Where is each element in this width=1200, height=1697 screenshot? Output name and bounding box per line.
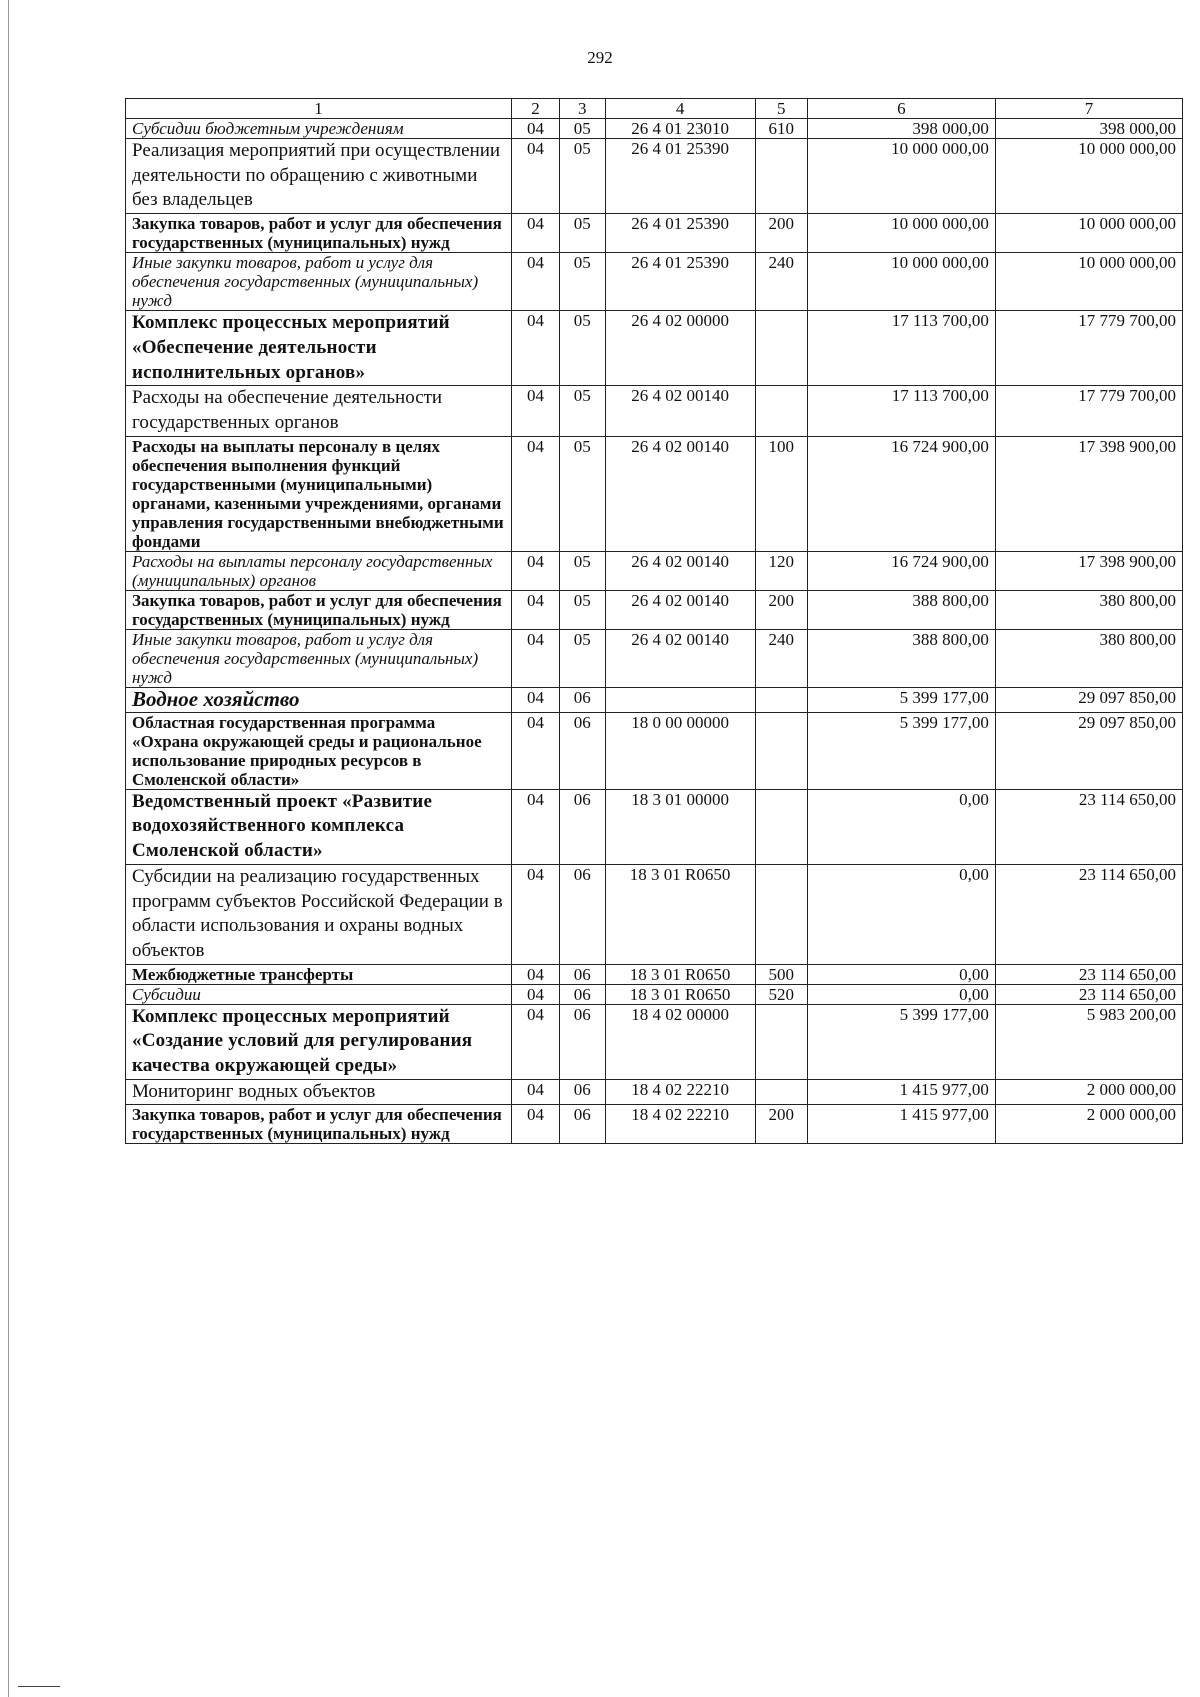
row-subsection-code: 05	[559, 386, 605, 436]
row-expense-type: 520	[755, 984, 807, 1004]
row-amount-year-1: 10 000 000,00	[807, 253, 995, 311]
row-amount-year-2: 380 800,00	[995, 590, 1182, 629]
row-name: Мониторинг водных объектов	[126, 1079, 512, 1105]
row-target-article: 18 4 02 22210	[605, 1079, 755, 1105]
table-body	[126, 99, 1183, 1144]
row-subsection-code: 05	[559, 590, 605, 629]
header-col-7: 7	[995, 99, 1182, 119]
header-col-1: 1	[126, 99, 512, 119]
table-row	[126, 119, 1183, 139]
row-subsection-code: 05	[559, 119, 605, 139]
row-subsection-code: 06	[559, 984, 605, 1004]
row-target-article: 26 4 02 00000	[605, 311, 755, 386]
row-expense-type	[755, 1004, 807, 1079]
row-amount-year-2: 380 800,00	[995, 630, 1182, 688]
row-amount-year-2: 29 097 850,00	[995, 712, 1182, 789]
budget-table	[125, 98, 1183, 1144]
row-section-code: 04	[512, 864, 560, 964]
table-row	[126, 630, 1183, 688]
row-expense-type: 240	[755, 253, 807, 311]
row-expense-type	[755, 864, 807, 964]
row-section-code: 04	[512, 1105, 560, 1144]
table-row	[126, 214, 1183, 253]
row-amount-year-2: 10 000 000,00	[995, 253, 1182, 311]
row-amount-year-1: 17 113 700,00	[807, 386, 995, 436]
table-row	[126, 964, 1183, 984]
row-name: Комплекс процессных мероприятий «Создание условий для регулирования качества окружающей среды»	[126, 1004, 512, 1079]
header-col-2: 2	[512, 99, 560, 119]
row-name: Ведомственный проект «Развитие водохозяйственного комплекса Смоленской области»	[126, 789, 512, 864]
row-expense-type	[755, 789, 807, 864]
row-subsection-code: 06	[559, 688, 605, 713]
scan-edge-line	[8, 0, 9, 1697]
row-expense-type	[755, 688, 807, 713]
row-target-article: 18 3 01 00000	[605, 789, 755, 864]
row-section-code: 04	[512, 436, 560, 551]
row-expense-type: 200	[755, 590, 807, 629]
row-section-code: 04	[512, 551, 560, 590]
row-subsection-code: 05	[559, 311, 605, 386]
row-amount-year-2: 17 398 900,00	[995, 551, 1182, 590]
row-amount-year-1: 0,00	[807, 984, 995, 1004]
row-expense-type	[755, 712, 807, 789]
row-name: Закупка товаров, работ и услуг для обеспечения государственных (муниципальных) нужд	[126, 214, 512, 253]
row-name: Расходы на выплаты персоналу в целях обеспечения выполнения функций государственными (муниципальными) органами, казенными учреждениями, органами управления государственными внебюджетными фондами	[126, 436, 512, 551]
row-target-article: 26 4 02 00140	[605, 551, 755, 590]
row-subsection-code: 06	[559, 964, 605, 984]
row-amount-year-2: 5 983 200,00	[995, 1004, 1182, 1079]
table-row	[126, 386, 1183, 436]
row-subsection-code: 05	[559, 214, 605, 253]
row-expense-type	[755, 139, 807, 214]
row-amount-year-1: 10 000 000,00	[807, 214, 995, 253]
row-target-article: 18 4 02 00000	[605, 1004, 755, 1079]
row-amount-year-1: 16 724 900,00	[807, 551, 995, 590]
row-amount-year-1: 1 415 977,00	[807, 1105, 995, 1144]
row-subsection-code: 06	[559, 1004, 605, 1079]
table-row	[126, 712, 1183, 789]
row-target-article: 26 4 01 25390	[605, 139, 755, 214]
row-expense-type: 100	[755, 436, 807, 551]
header-col-3: 3	[559, 99, 605, 119]
row-target-article: 18 4 02 22210	[605, 1105, 755, 1144]
row-name: Расходы на выплаты персоналу государственных (муниципальных) органов	[126, 551, 512, 590]
table-row	[126, 1004, 1183, 1079]
row-name: Иные закупки товаров, работ и услуг для обеспечения государственных (муниципальных) нужд	[126, 253, 512, 311]
row-amount-year-2: 23 114 650,00	[995, 964, 1182, 984]
header-col-5: 5	[755, 99, 807, 119]
row-target-article: 26 4 02 00140	[605, 630, 755, 688]
row-expense-type: 610	[755, 119, 807, 139]
table-row	[126, 551, 1183, 590]
row-name: Комплекс процессных мероприятий «Обеспечение деятельности исполнительных органов»	[126, 311, 512, 386]
row-subsection-code: 05	[559, 253, 605, 311]
row-name: Субсидии бюджетным учреждениям	[126, 119, 512, 139]
row-name: Закупка товаров, работ и услуг для обеспечения государственных (муниципальных) нужд	[126, 1105, 512, 1144]
row-target-article: 18 3 01 R0650	[605, 984, 755, 1004]
row-section-code: 04	[512, 386, 560, 436]
row-amount-year-2: 17 779 700,00	[995, 386, 1182, 436]
row-section-code: 04	[512, 964, 560, 984]
table-row	[126, 253, 1183, 311]
row-amount-year-1: 17 113 700,00	[807, 311, 995, 386]
row-subsection-code: 05	[559, 551, 605, 590]
table-row	[126, 688, 1183, 713]
row-name: Закупка товаров, работ и услуг для обеспечения государственных (муниципальных) нужд	[126, 590, 512, 629]
table-row	[126, 789, 1183, 864]
scan-corner-mark	[18, 1686, 60, 1687]
page-number: 292	[587, 48, 613, 67]
row-amount-year-1: 388 800,00	[807, 590, 995, 629]
row-target-article: 26 4 01 23010	[605, 119, 755, 139]
row-section-code: 04	[512, 214, 560, 253]
row-amount-year-2: 23 114 650,00	[995, 864, 1182, 964]
row-amount-year-1: 16 724 900,00	[807, 436, 995, 551]
table-row	[126, 139, 1183, 214]
row-amount-year-2: 398 000,00	[995, 119, 1182, 139]
row-subsection-code: 06	[559, 1079, 605, 1105]
row-amount-year-2: 23 114 650,00	[995, 789, 1182, 864]
row-subsection-code: 06	[559, 712, 605, 789]
row-target-article: 18 3 01 R0650	[605, 964, 755, 984]
table-row	[126, 1079, 1183, 1105]
row-amount-year-1: 1 415 977,00	[807, 1079, 995, 1105]
row-expense-type	[755, 311, 807, 386]
row-amount-year-1: 0,00	[807, 864, 995, 964]
row-expense-type: 200	[755, 1105, 807, 1144]
row-name: Реализация мероприятий при осуществлении деятельности по обращению с животными без владельцев	[126, 139, 512, 214]
row-amount-year-1: 5 399 177,00	[807, 688, 995, 713]
row-section-code: 04	[512, 984, 560, 1004]
row-amount-year-2: 10 000 000,00	[995, 139, 1182, 214]
row-section-code: 04	[512, 139, 560, 214]
row-section-code: 04	[512, 789, 560, 864]
row-expense-type	[755, 1079, 807, 1105]
row-target-article: 26 4 02 00140	[605, 386, 755, 436]
row-target-article: 26 4 02 00140	[605, 436, 755, 551]
table-header-row	[126, 99, 1183, 119]
row-section-code: 04	[512, 1004, 560, 1079]
row-amount-year-1: 0,00	[807, 789, 995, 864]
row-amount-year-1: 5 399 177,00	[807, 1004, 995, 1079]
row-amount-year-2: 10 000 000,00	[995, 214, 1182, 253]
table-row	[126, 436, 1183, 551]
row-subsection-code: 06	[559, 1105, 605, 1144]
row-target-article: 26 4 02 00140	[605, 590, 755, 629]
row-section-code: 04	[512, 630, 560, 688]
row-section-code: 04	[512, 712, 560, 789]
row-name: Областная государственная программа «Охрана окружающей среды и рациональное использование природных ресурсов в Смоленской области»	[126, 712, 512, 789]
row-target-article: 18 0 00 00000	[605, 712, 755, 789]
row-expense-type: 200	[755, 214, 807, 253]
row-amount-year-1: 398 000,00	[807, 119, 995, 139]
row-expense-type: 500	[755, 964, 807, 984]
row-section-code: 04	[512, 688, 560, 713]
row-subsection-code: 06	[559, 789, 605, 864]
table-row	[126, 590, 1183, 629]
row-subsection-code: 05	[559, 630, 605, 688]
header-col-4: 4	[605, 99, 755, 119]
row-name: Субсидии на реализацию государственных программ субъектов Российской Федерации в области использования и охраны водных объектов	[126, 864, 512, 964]
row-section-code: 04	[512, 590, 560, 629]
row-amount-year-1: 5 399 177,00	[807, 712, 995, 789]
row-amount-year-1: 10 000 000,00	[807, 139, 995, 214]
table-row	[126, 864, 1183, 964]
row-expense-type	[755, 386, 807, 436]
row-amount-year-2: 17 398 900,00	[995, 436, 1182, 551]
row-name: Водное хозяйство	[126, 688, 512, 713]
row-section-code: 04	[512, 119, 560, 139]
row-name: Расходы на обеспечение деятельности государственных органов	[126, 386, 512, 436]
row-section-code: 04	[512, 1079, 560, 1105]
row-expense-type: 120	[755, 551, 807, 590]
header-col-6: 6	[807, 99, 995, 119]
row-target-article: 18 3 01 R0650	[605, 864, 755, 964]
row-amount-year-2: 2 000 000,00	[995, 1079, 1182, 1105]
row-amount-year-2: 29 097 850,00	[995, 688, 1182, 713]
row-target-article: 26 4 01 25390	[605, 214, 755, 253]
row-amount-year-1: 0,00	[807, 964, 995, 984]
row-subsection-code: 06	[559, 864, 605, 964]
table-row	[126, 1105, 1183, 1144]
table-row	[126, 984, 1183, 1004]
row-name: Субсидии	[126, 984, 512, 1004]
row-target-article	[605, 688, 755, 713]
row-name: Межбюджетные трансферты	[126, 964, 512, 984]
row-target-article: 26 4 01 25390	[605, 253, 755, 311]
row-section-code: 04	[512, 311, 560, 386]
row-name: Иные закупки товаров, работ и услуг для обеспечения государственных (муниципальных) нужд	[126, 630, 512, 688]
table-row	[126, 311, 1183, 386]
row-subsection-code: 05	[559, 139, 605, 214]
row-amount-year-2: 2 000 000,00	[995, 1105, 1182, 1144]
row-amount-year-2: 23 114 650,00	[995, 984, 1182, 1004]
row-amount-year-2: 17 779 700,00	[995, 311, 1182, 386]
row-subsection-code: 05	[559, 436, 605, 551]
row-expense-type: 240	[755, 630, 807, 688]
row-section-code: 04	[512, 253, 560, 311]
row-amount-year-1: 388 800,00	[807, 630, 995, 688]
